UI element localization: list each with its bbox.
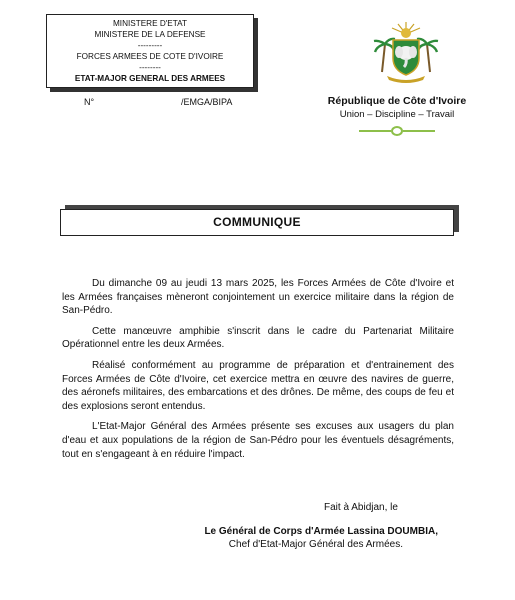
- reference-code: /EMGA/BIPA: [181, 97, 233, 107]
- paragraph-means: Réalisé conformément au programme de préparation et d'entrainement des Forces Armées de Côte d'Ivoire, cet exercice mettra en œuvre des navires de guerre, des aéronefs militaires, des embarcations et des drônes. De même, des coups de feu et des explosions seront entendus.: [62, 359, 454, 412]
- org-line-ministry-defense: MINISTERE DE LA DEFENSE: [94, 30, 206, 39]
- paragraph-exercise-dates: Du dimanche 09 au jeudi 13 mars 2025, les Forces Armées de Côte d'Ivoire et les Armées françaises mèneront conjointement un exercice militaire dans la région de San-Pédro.: [62, 278, 454, 317]
- signatory-name: Le Général de Corps d'Armée Lassina DOUMBIA,: [204, 526, 438, 537]
- republic-motto: Union – Discipline – Travail: [339, 109, 455, 120]
- communique-body: [62, 277, 454, 468]
- signature-block: [160, 525, 438, 552]
- org-line-ministry-state: MINISTERE D'ETAT: [112, 19, 188, 28]
- reference-number-label: N°: [84, 97, 95, 107]
- coat-of-arms-icon: [373, 20, 439, 86]
- communique-title-band: [60, 209, 454, 236]
- issuing-authority-box: [46, 14, 254, 88]
- place-and-date: Fait à Abidjan, le: [324, 502, 398, 513]
- signatory-title: Chef d'Etat-Major Général des Armées.: [228, 539, 403, 550]
- paragraph-partnership: Cette manœuvre amphibie s'inscrit dans le cadre du Partenariat Militaire Opérationnel entre les deux Armées.: [62, 325, 454, 351]
- paragraph-apology: L'Etat-Major Général des Armées présente ses excuses aux usagers du plan d'eau et aux populations de la région de San-Pédro pour les éventuels désagréments, tout en s'engageant à en réduire l'impact.: [62, 421, 454, 460]
- divider-ornament-icon: [357, 124, 437, 138]
- org-line-general-staff: ETAT-MAJOR GENERAL DES ARMEES: [74, 74, 226, 83]
- republic-name: République de Côte d'Ivoire: [327, 95, 467, 107]
- org-line-armed-forces: FORCES ARMEES DE COTE D'IVOIRE: [76, 52, 224, 61]
- org-separator: ---------: [137, 41, 163, 50]
- document-title: COMMUNIQUE: [213, 215, 301, 229]
- republic-heading: [312, 95, 482, 121]
- org-separator: --------: [139, 63, 161, 72]
